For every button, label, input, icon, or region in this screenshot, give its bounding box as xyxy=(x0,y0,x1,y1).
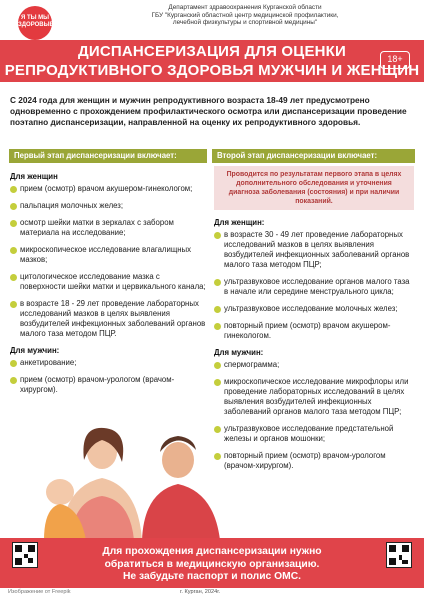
bullet-icon xyxy=(214,306,221,313)
bullet-icon xyxy=(10,220,17,227)
image-credit: Изображение от Freepik xyxy=(8,589,71,595)
page-title-line1: ДИСПАНСЕРИЗАЦИЯ ДЛЯ ОЦЕНКИ xyxy=(77,43,347,60)
list-item xyxy=(214,377,414,417)
department-text xyxy=(80,4,410,27)
item-text: повторный прием (осмотр) врачом акушером-гинекологом. xyxy=(224,321,391,340)
item-text: осмотр шейки матки в зеркалах с забором материала на исследование; xyxy=(20,218,174,237)
item-text: ультразвуковое исследование предстательной железы и органов мошонки; xyxy=(224,424,394,443)
list-item xyxy=(214,424,414,444)
item-text: повторный прием (осмотр) врачом-урологом (врачом-хирургом). xyxy=(224,451,386,470)
list-item xyxy=(214,321,414,341)
list-item xyxy=(10,358,206,368)
bullet-icon xyxy=(214,379,221,386)
second-stage-note: Проводится по результатам первого этапа в целях дополнительного обследования и уточнения диагноза заболевания (состояния) и при наличии показаний. xyxy=(214,166,414,210)
city-year: г. Курган, 2024г. xyxy=(180,589,221,595)
list-item xyxy=(10,299,206,339)
bullet-icon xyxy=(10,247,17,254)
footer-banner xyxy=(0,538,424,588)
footer-text xyxy=(70,546,354,584)
first-stage-column xyxy=(10,168,206,402)
header xyxy=(0,0,424,40)
bullet-icon xyxy=(10,186,17,193)
footer-line: обратиться в медицинскую организацию. xyxy=(104,558,320,570)
man-face xyxy=(162,442,194,478)
list-item xyxy=(214,277,414,297)
dept-line: ГБУ "Курганский областной центр медицинской профилактики, xyxy=(151,11,339,19)
list-item xyxy=(10,184,206,194)
bullet-icon xyxy=(214,232,221,239)
list-item xyxy=(10,272,206,292)
list-item xyxy=(214,451,414,471)
man-shirt xyxy=(142,484,220,540)
women-label: Для женщин xyxy=(10,172,58,181)
first-stage-heading: Первый этап диспансеризации включает: xyxy=(9,149,207,163)
bullet-icon xyxy=(10,203,17,210)
item-text: анкетирование; xyxy=(20,358,77,367)
bullet-icon xyxy=(10,360,17,367)
family-illustration xyxy=(30,400,235,540)
list-item xyxy=(214,360,414,370)
page-title-line2: РЕПРОДУКТИВНОГО ЗДОРОВЬЯ МУЖЧИН И ЖЕНЩИН xyxy=(4,62,420,79)
footer-line: Не забудьте паспорт и полис ОМС. xyxy=(122,571,302,582)
bullet-icon xyxy=(214,279,221,286)
list-item xyxy=(10,375,206,395)
item-text: прием (осмотр) врачом акушером-гинекологом; xyxy=(20,184,193,193)
bullet-icon xyxy=(214,362,221,369)
list-item xyxy=(214,304,414,314)
men-label: Для мужчин: xyxy=(214,348,264,357)
list-item xyxy=(10,245,206,265)
item-text: в возрасте 30 - 49 лет проведение лабораторных исследований мазков в целях выявления возбудителей инфекционных заболеваний органов малого таза методом ПЦР; xyxy=(224,230,410,269)
bullet-icon xyxy=(10,377,17,384)
bullet-icon xyxy=(10,301,17,308)
dept-line: Департамент здравоохранения Курганской области xyxy=(168,4,322,11)
logo: Я ТЫ МЫ ЗДОРОВЫЕ xyxy=(18,6,52,40)
list-item xyxy=(10,218,206,238)
women-label: Для женщин: xyxy=(214,218,265,227)
item-text: ультразвуковое исследование молочных желез; xyxy=(224,304,398,313)
bullet-icon xyxy=(10,274,17,281)
footer-line: Для прохождения диспансеризации нужно xyxy=(102,546,322,557)
men-label: Для мужчин: xyxy=(10,346,60,355)
item-text: цитологическое исследование мазка с поверхности шейки матки и цервикального канала; xyxy=(20,272,206,291)
item-text: спермограмма; xyxy=(224,360,280,369)
age-badge: 18+ xyxy=(380,51,410,69)
baby-head xyxy=(46,479,74,505)
bullet-icon xyxy=(214,323,221,330)
item-text: пальпация молочных желез; xyxy=(20,201,124,210)
qr-code[interactable] xyxy=(12,542,38,568)
second-stage-heading: Второй этап диспансеризации включает: xyxy=(212,149,415,163)
item-text: прием (осмотр) врачом-урологом (врачом-хирургом). xyxy=(20,375,175,394)
item-text: микроскопическое исследование влагалищных мазков; xyxy=(20,245,192,264)
qr-code[interactable] xyxy=(386,542,412,568)
second-stage-column xyxy=(214,166,414,478)
dept-line: лечебной физкультуры и спортивной медицины" xyxy=(172,19,318,27)
list-item xyxy=(214,230,414,270)
item-text: в возрасте 18 - 29 лет проведение лабораторных исследований мазков в целях выявления возбудителей инфекционных заболеваний органов малого таза методом ПЦР. xyxy=(20,299,206,338)
item-text: микроскопическое исследование микрофлоры или проведение лабораторных исследований в целях выявления возбудителей инфекционных заболеваний органов малого таза методом ПЦР; xyxy=(224,377,409,416)
list-item xyxy=(10,201,206,211)
intro-text: С 2024 года для женщин и мужчин репродуктивного возраста 18-49 лет предусмотрено одновременно с прохождением профилактического осмотра или диспансеризации проведение поэтапно диспансеризации, направленной на оценку их репродуктивного здоровья. xyxy=(10,95,407,127)
item-text: ультразвуковое исследование органов малого таза в начале или середине менструального цикла; xyxy=(224,277,410,296)
title-banner xyxy=(0,40,424,82)
